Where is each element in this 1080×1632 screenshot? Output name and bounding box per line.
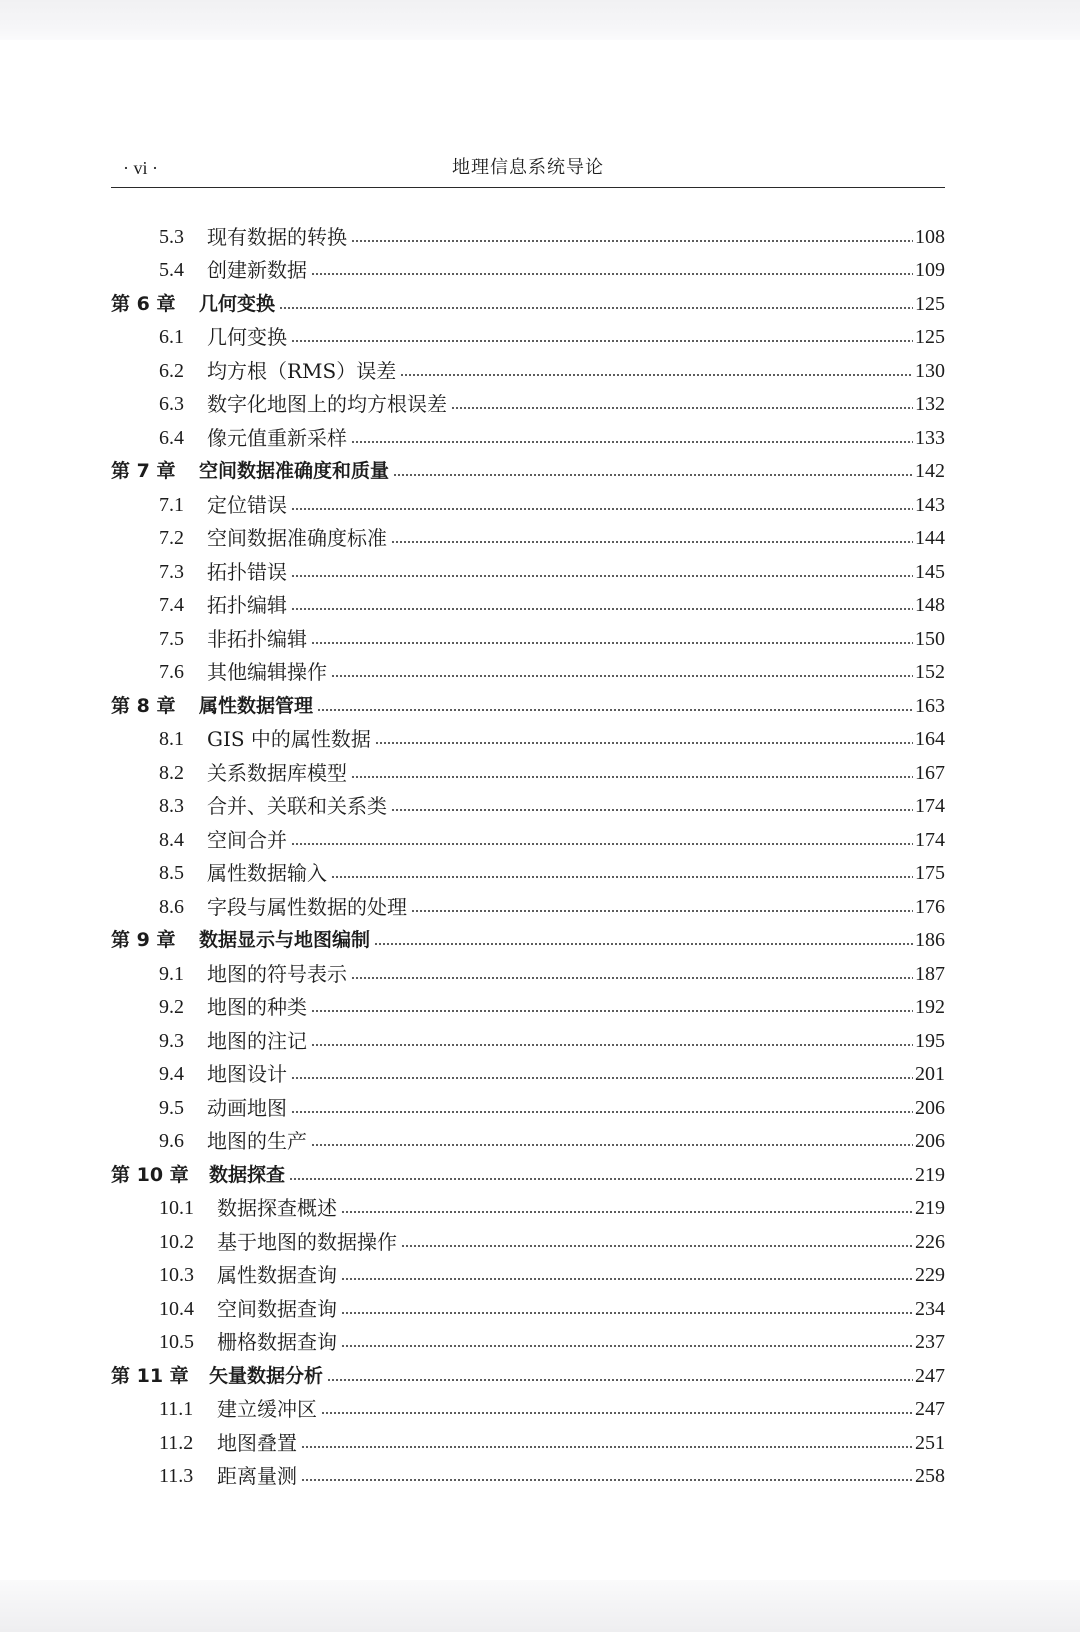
toc-entry-page: 206: [915, 1130, 945, 1153]
toc-entry-number: 7.5: [159, 627, 184, 650]
toc-entry-page: 130: [915, 359, 945, 382]
toc-entry-page: 163: [915, 694, 945, 717]
toc-section-entry: [111, 354, 945, 388]
dot-leader: [311, 1044, 913, 1046]
toc-entry-title: 距离量测: [217, 1464, 297, 1489]
toc-entry-number: 10.4: [159, 1297, 194, 1320]
toc-entry-title: 空间数据查询: [217, 1296, 337, 1321]
toc-chapter-entry: [111, 455, 945, 489]
dot-leader: [311, 1010, 913, 1012]
toc-entry-title: 空间合并: [207, 827, 287, 852]
toc-entry-page: 174: [915, 828, 945, 851]
toc-entry-number: 7.2: [159, 527, 184, 550]
toc-entry-number: 9.1: [159, 962, 184, 985]
toc-entry-page: 125: [915, 292, 945, 315]
toc-entry-page: 133: [915, 426, 945, 449]
toc-section-entry: [111, 823, 945, 857]
toc-entry-number: 9.6: [159, 1130, 184, 1153]
toc-entry-number: 7.1: [159, 493, 184, 516]
toc-entry-title: 矢量数据分析: [209, 1364, 324, 1387]
dot-leader: [331, 876, 913, 878]
toc-section-entry: [111, 991, 945, 1025]
toc-section-entry: [111, 1192, 945, 1226]
dot-leader: [341, 1312, 913, 1314]
toc-entry-page: 150: [915, 627, 945, 650]
toc-entry-number: 10.1: [159, 1197, 194, 1220]
toc-entry-title: 数据显示与地图编制: [199, 929, 371, 952]
toc-entry-title: 地图的种类: [207, 995, 307, 1020]
toc-entry-title: 栅格数据查询: [217, 1330, 337, 1355]
toc-entry-title: 拓扑编辑: [207, 593, 287, 618]
toc-section-entry: [111, 1259, 945, 1293]
toc-chapter-entry: [111, 287, 945, 321]
dot-leader: [311, 642, 913, 644]
dot-leader: [351, 776, 913, 778]
toc-section-entry: [111, 790, 945, 824]
toc-entry-title: 几何变换: [199, 292, 276, 315]
dot-leader: [331, 675, 913, 677]
toc-entry-page: 144: [915, 527, 945, 550]
dot-leader: [341, 1345, 913, 1347]
toc-entry-page: 229: [915, 1264, 945, 1287]
toc-section-entry: [111, 321, 945, 355]
dot-leader: [400, 374, 913, 376]
toc-chapter-entry: [111, 924, 945, 958]
dot-leader: [289, 1178, 913, 1180]
toc-section-entry: [111, 957, 945, 991]
dot-leader: [374, 943, 913, 945]
toc-entry-title: 属性数据输入: [207, 861, 327, 886]
dot-leader: [341, 1278, 913, 1280]
toc-entry-number: 9.3: [159, 1029, 184, 1052]
toc-entry-number: 9.4: [159, 1063, 184, 1086]
toc-entry-page: 247: [915, 1364, 945, 1387]
toc-entry-page: 226: [915, 1230, 945, 1253]
toc-section-entry: [111, 1460, 945, 1494]
toc-entry-page: 145: [915, 560, 945, 583]
toc-section-entry: [111, 1024, 945, 1058]
toc-entry-page: 234: [915, 1297, 945, 1320]
toc-entry-page: 237: [915, 1331, 945, 1354]
dot-leader: [351, 441, 913, 443]
toc-entry-number: 8.5: [159, 862, 184, 885]
toc-entry-page: 125: [915, 326, 945, 349]
toc-section-entry: [111, 622, 945, 656]
toc-entry-page: 187: [915, 962, 945, 985]
toc-section-entry: [111, 1326, 945, 1360]
toc-entry-number: 6.2: [159, 359, 184, 382]
toc-entry-number: 8.3: [159, 795, 184, 818]
toc-entry-title: 空间数据准确度和质量: [199, 460, 390, 483]
toc-entry-page: 167: [915, 761, 945, 784]
dot-leader: [375, 742, 913, 744]
dot-leader: [391, 541, 913, 543]
toc-entry-number: 11.3: [159, 1465, 194, 1488]
toc-section-entry: [111, 857, 945, 891]
table-of-contents: [111, 220, 945, 1493]
toc-chapter-entry: [111, 1359, 945, 1393]
toc-entry-title: 其他编辑操作: [207, 660, 327, 685]
toc-entry-number: 7.3: [159, 560, 184, 583]
toc-section-entry: [111, 220, 945, 254]
toc-entry-title: 地图设计: [207, 1062, 287, 1087]
toc-entry-title: 地图叠置: [217, 1430, 297, 1455]
toc-entry-number: 第 10 章: [111, 1163, 189, 1186]
toc-entry-title: 定位错误: [207, 492, 287, 517]
toc-entry-page: 195: [915, 1029, 945, 1052]
toc-entry-page: 192: [915, 996, 945, 1019]
toc-section-entry: [111, 656, 945, 690]
dot-leader: [291, 843, 913, 845]
toc-entry-number: 11.1: [159, 1398, 194, 1421]
dot-leader: [301, 1479, 913, 1481]
toc-entry-title: 空间数据准确度标准: [207, 526, 387, 551]
toc-entry-page: 152: [915, 661, 945, 684]
toc-entry-page: 175: [915, 862, 945, 885]
dot-leader: [291, 1077, 913, 1079]
dot-leader: [351, 977, 913, 979]
toc-entry-page: 247: [915, 1398, 945, 1421]
toc-section-entry: [111, 1225, 945, 1259]
toc-entry-number: 5.3: [159, 225, 184, 248]
toc-section-entry: [111, 756, 945, 790]
toc-entry-title: 关系数据库模型: [207, 760, 347, 785]
toc-entry-title: 拓扑错误: [207, 559, 287, 584]
toc-section-entry: [111, 254, 945, 288]
toc-entry-title: 非拓扑编辑: [207, 626, 307, 651]
toc-entry-title: 创建新数据: [207, 258, 307, 283]
dot-leader: [301, 1446, 913, 1448]
toc-entry-page: 219: [915, 1163, 945, 1186]
toc-entry-title: 地图的生产: [207, 1129, 307, 1154]
dot-leader: [279, 307, 913, 309]
toc-entry-page: 109: [915, 259, 945, 282]
toc-entry-number: 第 11 章: [111, 1364, 189, 1387]
dot-leader: [291, 608, 913, 610]
toc-entry-title: 几何变换: [207, 325, 287, 350]
toc-entry-title: 数据探查概述: [217, 1196, 337, 1221]
toc-entry-number: 8.1: [159, 728, 184, 751]
toc-entry-number: 6.3: [159, 393, 184, 416]
dot-leader: [291, 340, 913, 342]
toc-section-entry: [111, 1125, 945, 1159]
toc-entry-title: 动画地图: [207, 1095, 287, 1120]
toc-entry-page: 174: [915, 795, 945, 818]
book-title: 地理信息系统导论: [452, 157, 604, 178]
dot-leader: [391, 809, 913, 811]
toc-entry-page: 142: [915, 460, 945, 483]
toc-entry-page: 206: [915, 1096, 945, 1119]
toc-section-entry: [111, 1393, 945, 1427]
toc-section-entry: [111, 1292, 945, 1326]
toc-entry-number: 第 8 章: [111, 694, 176, 717]
toc-entry-title: 现有数据的转换: [207, 224, 347, 249]
toc-entry-number: 第 6 章: [111, 292, 176, 315]
dot-leader: [291, 575, 913, 577]
toc-section-entry: [111, 723, 945, 757]
toc-section-entry: [111, 421, 945, 455]
toc-section-entry: [111, 890, 945, 924]
toc-section-entry: [111, 1426, 945, 1460]
toc-entry-page: 201: [915, 1063, 945, 1086]
toc-entry-title: 基于地图的数据操作: [217, 1229, 397, 1254]
toc-entry-page: 258: [915, 1465, 945, 1488]
toc-entry-title: 像元值重新采样: [207, 425, 347, 450]
toc-entry-number: 7.6: [159, 661, 184, 684]
toc-section-entry: [111, 1091, 945, 1125]
toc-entry-title: 地图的符号表示: [207, 961, 347, 986]
toc-entry-page: 108: [915, 225, 945, 248]
dot-leader: [341, 1211, 913, 1213]
toc-entry-title: 字段与属性数据的处理: [207, 894, 407, 919]
toc-entry-number: 10.3: [159, 1264, 194, 1287]
dot-leader: [311, 1144, 913, 1146]
toc-entry-title: 均方根（RMS）误差: [207, 358, 397, 383]
toc-entry-number: 9.2: [159, 996, 184, 1019]
toc-entry-number: 10.5: [159, 1331, 194, 1354]
dot-leader: [351, 240, 913, 242]
toc-chapter-entry: [111, 1158, 945, 1192]
toc-entry-page: 186: [915, 929, 945, 952]
toc-entry-number: 第 7 章: [111, 460, 176, 483]
toc-section-entry: [111, 589, 945, 623]
toc-entry-page: 148: [915, 594, 945, 617]
toc-chapter-entry: [111, 689, 945, 723]
dot-leader: [291, 508, 913, 510]
toc-section-entry: [111, 522, 945, 556]
toc-entry-number: 10.2: [159, 1230, 194, 1253]
toc-entry-number: 8.4: [159, 828, 184, 851]
toc-entry-title: 属性数据管理: [199, 694, 314, 717]
toc-entry-title: 地图的注记: [207, 1028, 307, 1053]
toc-entry-number: 11.2: [159, 1431, 194, 1454]
toc-entry-number: 第 9 章: [111, 929, 176, 952]
dot-leader: [401, 1245, 913, 1247]
dot-leader: [393, 474, 913, 476]
dot-leader: [321, 1412, 913, 1414]
toc-section-entry: [111, 388, 945, 422]
toc-entry-title: 属性数据查询: [217, 1263, 337, 1288]
toc-entry-title: 数字化地图上的均方根误差: [207, 392, 447, 417]
toc-entry-page: 132: [915, 393, 945, 416]
toc-entry-number: 5.4: [159, 259, 184, 282]
toc-entry-page: 219: [915, 1197, 945, 1220]
top-background-band: [0, 0, 1080, 40]
dot-leader: [311, 273, 913, 275]
toc-entry-title: 数据探查: [209, 1163, 286, 1186]
dot-leader: [451, 407, 913, 409]
toc-entry-title: 合并、关联和关系类: [207, 794, 387, 819]
toc-entry-page: 143: [915, 493, 945, 516]
toc-entry-title: 建立缓冲区: [217, 1397, 317, 1422]
toc-entry-title: GIS 中的属性数据: [207, 727, 371, 752]
dot-leader: [327, 1379, 913, 1381]
page-number-label: · vi ·: [123, 158, 158, 178]
toc-entry-page: 164: [915, 728, 945, 751]
toc-entry-number: 7.4: [159, 594, 184, 617]
running-header: [111, 155, 945, 188]
dot-leader: [291, 1111, 913, 1113]
toc-section-entry: [111, 1058, 945, 1092]
toc-entry-page: 176: [915, 895, 945, 918]
toc-entry-number: 6.4: [159, 426, 184, 449]
dot-leader: [411, 910, 913, 912]
toc-entry-page: 251: [915, 1431, 945, 1454]
toc-entry-number: 8.6: [159, 895, 184, 918]
toc-section-entry: [111, 488, 945, 522]
dot-leader: [317, 709, 913, 711]
toc-entry-number: 8.2: [159, 761, 184, 784]
bottom-background-band: [0, 1580, 1080, 1632]
toc-entry-number: 6.1: [159, 326, 184, 349]
toc-section-entry: [111, 555, 945, 589]
toc-entry-number: 9.5: [159, 1096, 184, 1119]
